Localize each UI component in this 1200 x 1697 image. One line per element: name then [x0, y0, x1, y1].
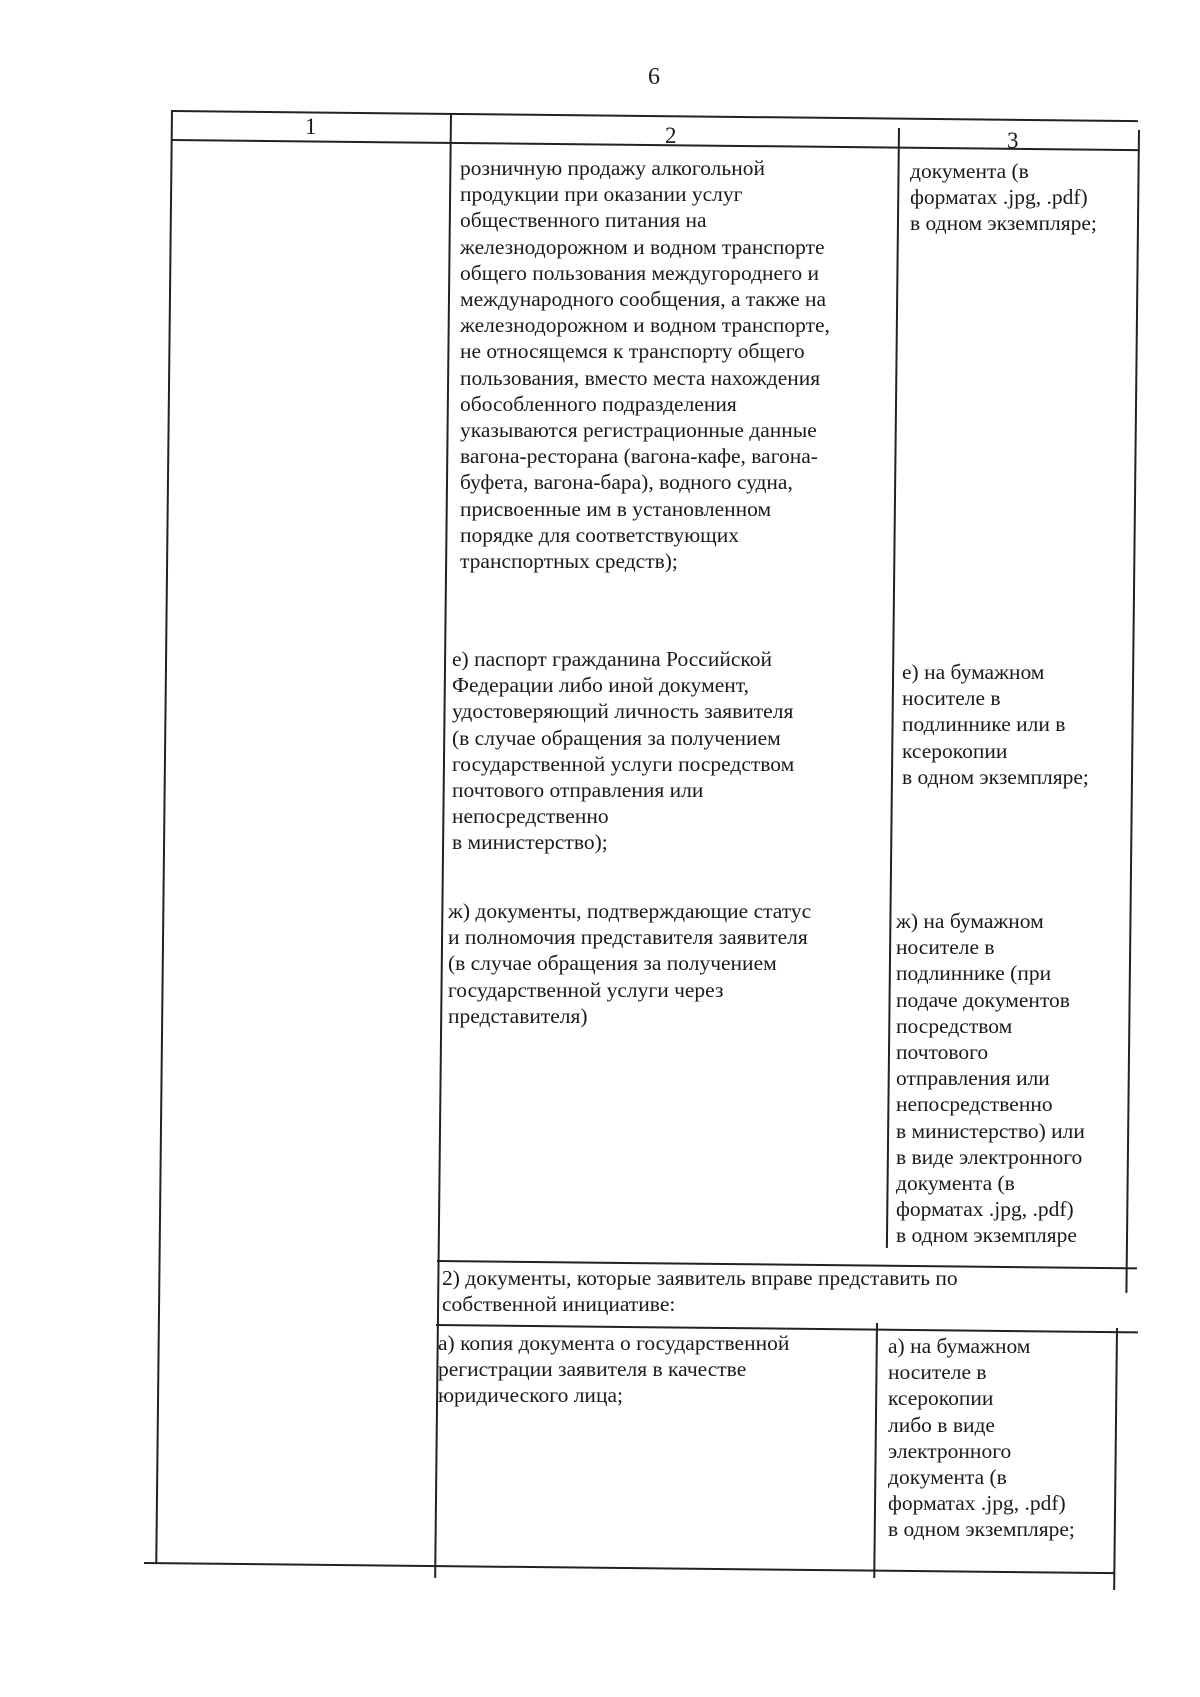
row3-col2-text: ж) документы, подтверждающие статус и полномочия представителя заявителя (в случае обращения за получением государственной услуги через представителя): [448, 899, 812, 1028]
section2-heading: 2) документы, которые заявитель вправе представить по собственной инициативе:: [442, 1266, 958, 1317]
header-bottom-border: [172, 139, 1138, 151]
table-bottom-border: [144, 1562, 1114, 1574]
header-col-1: 1: [305, 114, 317, 139]
header-col-3: 3: [1007, 128, 1019, 153]
table-top-border: [172, 110, 1138, 122]
row1-col2-text: розничную продажу алкогольной продукции при оказании услуг общественного питания на железнодорожном и водном транспорте общего пользования междугороднего и международного сообщения, а также на железнодорожном и водном транспорте, не относящемся к транспорту общего пользования, вместо места нахождения обособленного подразделения указываются регистрационные данные вагона-ресторана (вагона-кафе, вагона- буфета, вагона-бара), водного судна, присвоенные им в установленном порядке для соответствующих транспортных средств);: [460, 156, 830, 574]
page-number: 6: [648, 64, 660, 90]
table-right-border-lower: [1113, 1328, 1118, 1590]
header-col-2: 2: [665, 123, 677, 148]
row2-col2-text: е) паспорт гражданина Российской Федерации либо иной документ, удостоверяющий личность заявителя (в случае обращения за получением государственной услуги посредством почтового отправления или непосредственно в министерство);: [452, 647, 795, 855]
table-right-border-upper: [1125, 130, 1140, 1293]
table-left-border: [155, 110, 173, 1564]
row3-col3-text: ж) на бумажном носителе в подлиннике (при подаче документов посредством почтового отправления или непосредственно в министерство) или в виде электронного документа (в форматах .jpg, .pdf) в одном экземпляре: [896, 909, 1085, 1248]
section2-col3-text: а) на бумажном носителе в ксерокопии либо в виде электронного документа (в форматах .jpg, .pdf) в одном экземпляре;: [888, 1334, 1075, 1542]
row1-col3-text: документа (в форматах .jpg, .pdf) в одном экземпляре;: [910, 159, 1097, 236]
column-divider-2-lower: [873, 1323, 878, 1578]
section2-col2-text: а) копия документа о государственной регистрации заявителя в качестве юридического лица;: [438, 1331, 790, 1408]
row2-col3-text: е) на бумажном носителе в подлиннике или в ксерокопии в одном экземпляре;: [902, 660, 1089, 789]
